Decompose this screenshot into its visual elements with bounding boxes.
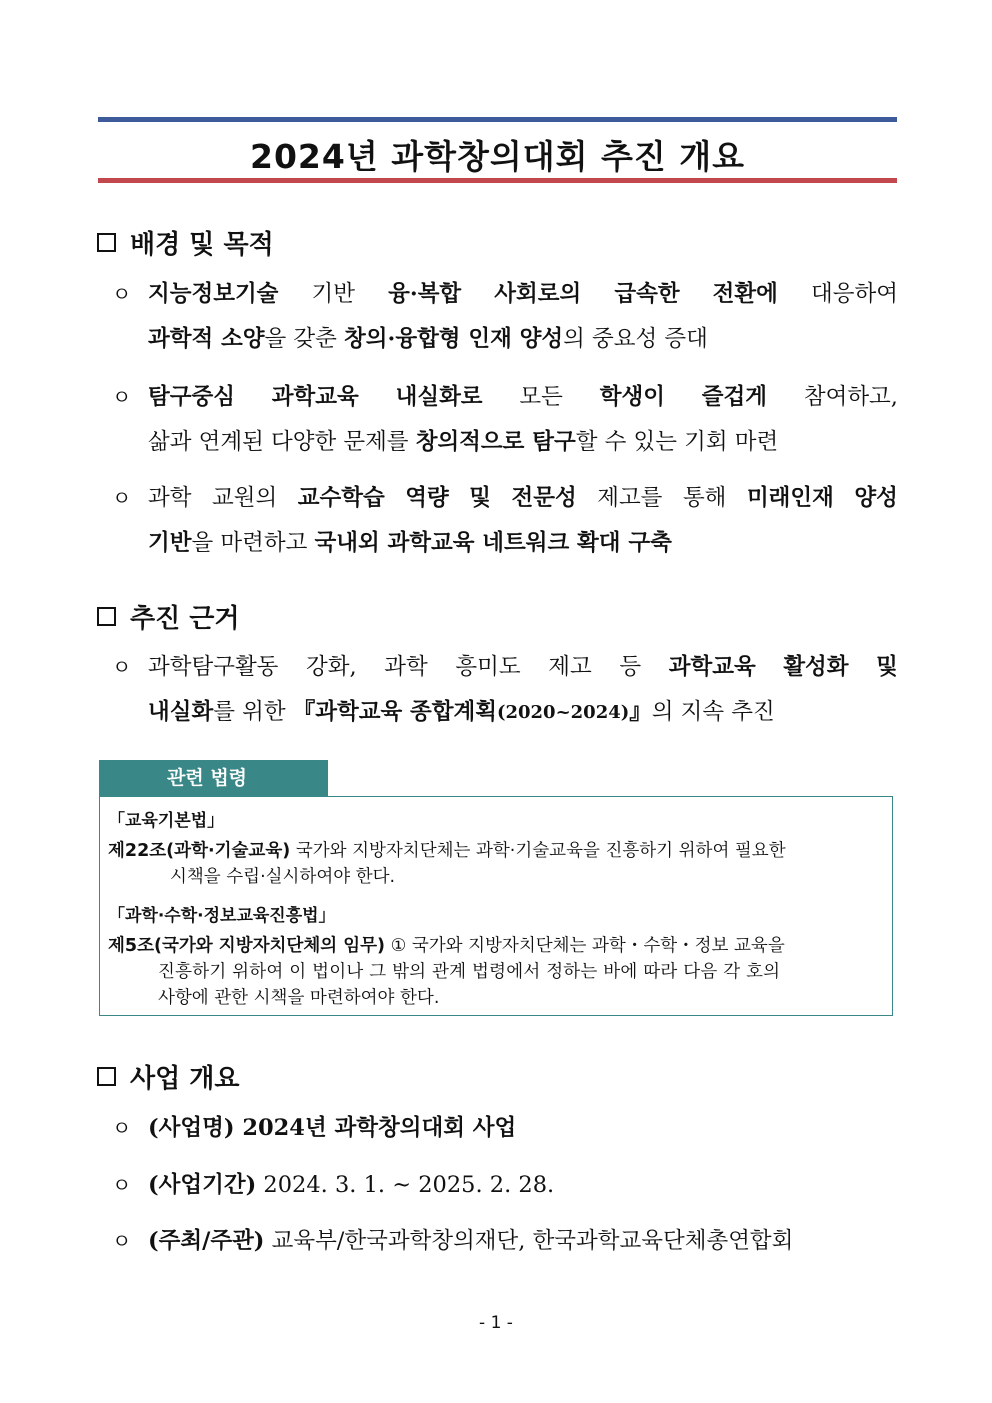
section-title: 추진 근거 — [130, 604, 240, 634]
law-article: 제22조(과학·기술교육) — [108, 841, 291, 861]
text-segment: 창의·융합형 인재 양성 — [344, 326, 564, 352]
text-segment: 을 갖춘 — [264, 326, 345, 352]
text-segment: 즐겁게 — [701, 384, 767, 410]
text-segment: 제고 — [548, 654, 592, 680]
law-title: 「과학·수학·정보교육진흥법」 — [108, 906, 336, 926]
title-block — [98, 117, 897, 183]
text-segment: 과학 — [384, 654, 428, 680]
text-segment: 국내외 과학교육 네트워크 확대 구축 — [314, 530, 672, 556]
text-segment: 전문성 — [511, 485, 577, 511]
text-segment: 지능정보기술 — [148, 281, 279, 307]
text-segment: 과학교육 — [668, 654, 756, 680]
bullet-line — [148, 1163, 898, 1208]
checkbox-square-icon — [97, 233, 116, 252]
law-text-line — [108, 837, 786, 862]
law-text: ① 국가와 지방자치단체는 과학・수학・정보 교육을 — [385, 936, 785, 956]
text-segment: 과학적 소양 — [148, 326, 265, 352]
text-segment: 교수학습 — [297, 485, 385, 511]
text-segment: 통해 — [682, 485, 727, 511]
text-segment: 전환에 — [712, 281, 778, 307]
bullet-mark: ㅇ — [112, 1173, 132, 1197]
bullet-mark: ㅇ — [112, 1116, 132, 1140]
bullet-line — [148, 476, 898, 521]
section-title: 사업 개요 — [130, 1064, 240, 1094]
text-segment: 을 마련하고 — [191, 530, 315, 556]
text-segment: 등 — [619, 654, 642, 680]
text-segment: 대응하여 — [811, 281, 898, 307]
bullet-line — [148, 690, 898, 735]
text-segment: 학생이 — [599, 384, 665, 410]
text-segment: 기반 — [148, 530, 192, 556]
bullet-item-1 — [112, 272, 898, 362]
checkbox-square-icon — [97, 1067, 116, 1086]
bullet-line — [148, 1219, 898, 1264]
text-segment: 삶과 연계된 다양한 문제를 — [148, 429, 416, 455]
text-segment: 기반 — [311, 281, 356, 307]
text-segment: 참여하고, — [803, 384, 898, 410]
text-segment: 및 — [876, 654, 898, 680]
text-segment: 모든 — [519, 384, 563, 410]
checkbox-square-icon — [97, 607, 116, 626]
text-segment: 미래인재 — [746, 485, 834, 511]
section-heading-basis — [97, 598, 240, 635]
text-segment: 사회로의 — [494, 281, 582, 307]
text-segment: 과학 — [148, 485, 192, 511]
text-segment: 』 — [629, 699, 652, 725]
text-segment: 과학탐구활동 — [148, 654, 279, 680]
text-segment: 창의적으로 탐구 — [415, 429, 576, 455]
text-segment: 내실화 — [148, 699, 214, 725]
title-bottom-rule — [98, 178, 897, 183]
document-title: 2024년 과학창의대회 추진 개요 — [250, 137, 745, 176]
section-title: 배경 및 목적 — [130, 230, 274, 260]
section-heading-background — [97, 224, 274, 261]
bullet-line — [148, 645, 898, 690]
bullet-item-period — [112, 1163, 898, 1208]
text-segment: (2020~2024) — [496, 702, 630, 723]
law-text-line — [108, 932, 785, 957]
bullet-item-basis — [112, 645, 898, 735]
law-article: 제5조(국가와 지방자치단체의 임무) — [108, 936, 386, 956]
bullet-line — [148, 521, 898, 566]
text-segment: 강화, — [306, 654, 357, 680]
law-text-line: 시책을 수립·실시하여야 한다. — [170, 867, 396, 887]
bullet-line — [148, 272, 898, 317]
text-segment: 제고를 — [597, 485, 663, 511]
text-segment: (사업기간) — [148, 1172, 257, 1198]
law-text: 국가와 지방자치단체는 과학·기술교육을 진흥하기 위하여 필요한 — [290, 841, 786, 861]
text-segment: 『과학교육 종합계획 — [292, 699, 497, 725]
text-segment: 를 위한 — [213, 699, 293, 725]
text-segment: 의 지속 추진 — [651, 699, 775, 725]
bullet-mark: ㅇ — [112, 282, 132, 306]
bullet-item-3 — [112, 476, 898, 566]
text-segment: 내실화로 — [395, 384, 483, 410]
text-segment: 의 중요성 증대 — [563, 326, 708, 352]
text-segment: 과학교육 — [271, 384, 359, 410]
text-segment: 2024. 3. 1. ~ 2025. 2. 28. — [256, 1172, 555, 1198]
section-heading-overview — [97, 1058, 240, 1095]
text-segment: 역량 — [405, 485, 449, 511]
bullet-line — [148, 375, 898, 420]
text-segment: 흥미도 — [455, 654, 521, 680]
text-segment: 활성화 — [783, 654, 849, 680]
bullet-item-2 — [112, 375, 898, 465]
bullet-mark: ㅇ — [112, 385, 132, 409]
text-segment: (사업명) — [148, 1115, 235, 1141]
text-segment: 교육부/한국과학창의재단, 한국과학교육단체총연합회 — [264, 1228, 794, 1254]
bullet-mark: ㅇ — [112, 486, 132, 510]
text-segment: 급속한 — [614, 281, 680, 307]
law-box-tab: 관련 법령 — [99, 760, 328, 796]
title-top-rule — [98, 117, 897, 122]
law-title: 「교육기본법」 — [108, 811, 225, 831]
bullet-mark: ㅇ — [112, 655, 132, 679]
page-number: - 1 - — [479, 1313, 513, 1333]
text-segment: 할 수 있는 기회 마련 — [575, 429, 779, 455]
text-segment: 교원의 — [212, 485, 278, 511]
bullet-line — [148, 1106, 898, 1151]
text-segment: 2024년 과학창의대회 사업 — [234, 1115, 517, 1141]
text-segment: 탐구중심 — [148, 384, 235, 410]
text-segment: 융·복합 — [388, 281, 462, 307]
law-box — [99, 796, 893, 1016]
bullet-line — [148, 317, 898, 362]
law-text-line: 진흥하기 위하여 이 법이나 그 밖의 관계 법령에서 정하는 바에 따라 다음 각 호의 — [158, 962, 781, 982]
bullet-mark: ㅇ — [112, 1229, 132, 1253]
bullet-line — [148, 420, 898, 465]
bullet-item-name — [112, 1106, 898, 1151]
bullet-item-host — [112, 1219, 898, 1264]
text-segment: 및 — [469, 485, 491, 511]
text-segment — [713, 272, 778, 317]
law-text-line: 사항에 관한 시책을 마련하여야 한다. — [158, 988, 440, 1008]
text-segment: (주최/주관) — [148, 1228, 265, 1254]
text-segment: 양성 — [854, 485, 898, 511]
